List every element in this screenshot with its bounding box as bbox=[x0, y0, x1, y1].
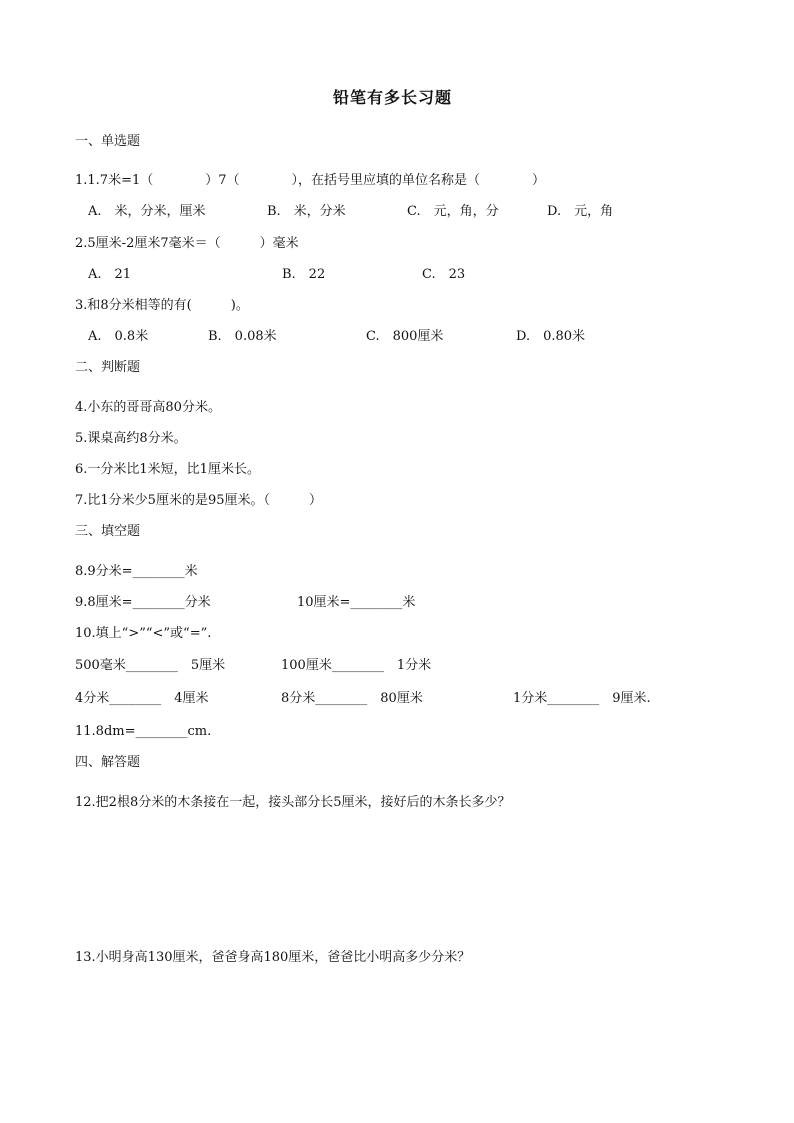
question-9-part-a: 9.8厘米=________分米 bbox=[75, 595, 211, 610]
question-10-row2-a: 4分米________ 4厘米 bbox=[75, 691, 209, 706]
section-heading-word-problems: 四、解答题 bbox=[75, 755, 141, 770]
question-2-option-c: C. 23 bbox=[422, 267, 466, 282]
question-1-option-d: D. 元，角 bbox=[547, 204, 614, 219]
question-10-row2-b: 8分米________ 80厘米 bbox=[281, 691, 423, 706]
question-3-option-a: A. 0.8米 bbox=[88, 329, 149, 344]
question-7: 7.比1分米少5厘米的是95厘米。（ ） bbox=[75, 493, 322, 508]
question-10-row1-a: 500毫米________ 5厘米 bbox=[75, 658, 226, 673]
question-4: 4.小东的哥哥高80分米。 bbox=[75, 400, 221, 415]
question-8: 8.9分米=________米 bbox=[75, 564, 198, 579]
question-3-option-b: B. 0.08米 bbox=[208, 329, 277, 344]
question-2-option-b: B. 22 bbox=[282, 267, 326, 282]
question-3-option-d: D. 0.80米 bbox=[516, 329, 586, 344]
section-heading-single-choice: 一、单选题 bbox=[75, 134, 141, 149]
question-10-row2-c: 1分米________ 9厘米. bbox=[513, 691, 651, 706]
question-1-option-c: C. 元，角，分 bbox=[407, 204, 499, 219]
question-3-option-c: C. 800厘米 bbox=[366, 329, 444, 344]
question-11: 11.8dm=________cm. bbox=[75, 724, 212, 739]
question-1-stem: 1.1.7米=1（ ）7（ ），在括号里应填的单位名称是（ ） bbox=[75, 173, 546, 188]
question-1-option-b: B. 米，分米 bbox=[267, 204, 346, 219]
question-2-option-a: A. 21 bbox=[88, 267, 132, 282]
section-heading-fill-in: 三、填空题 bbox=[75, 524, 141, 539]
question-5: 5.课桌高约8分米。 bbox=[75, 431, 187, 446]
section-heading-true-false: 二、判断题 bbox=[75, 360, 141, 375]
question-12: 12.把2根8分米的木条接在一起，接头部分长5厘米，接好后的木条长多少？ bbox=[75, 795, 511, 810]
question-1-option-a: A. 米，分米，厘米 bbox=[88, 204, 206, 219]
question-3-stem: 3.和8分米相等的有( )。 bbox=[75, 298, 249, 313]
question-6: 6.一分米比1米短，比1厘米长。 bbox=[75, 462, 260, 477]
question-10-row1-b: 100厘米________ 1分米 bbox=[281, 658, 432, 673]
question-9-part-b: 10厘米=________米 bbox=[297, 595, 416, 610]
question-2-stem: 2.5厘米-2厘米7毫米＝（ ）毫米 bbox=[75, 236, 299, 251]
question-13: 13.小明身高130厘米，爸爸身高180厘米，爸爸比小明高多少分米？ bbox=[75, 950, 471, 965]
question-10-stem: 10.填上“>”“<”或“=”. bbox=[75, 626, 212, 641]
page-title: 铅笔有多长习题 bbox=[333, 88, 453, 107]
